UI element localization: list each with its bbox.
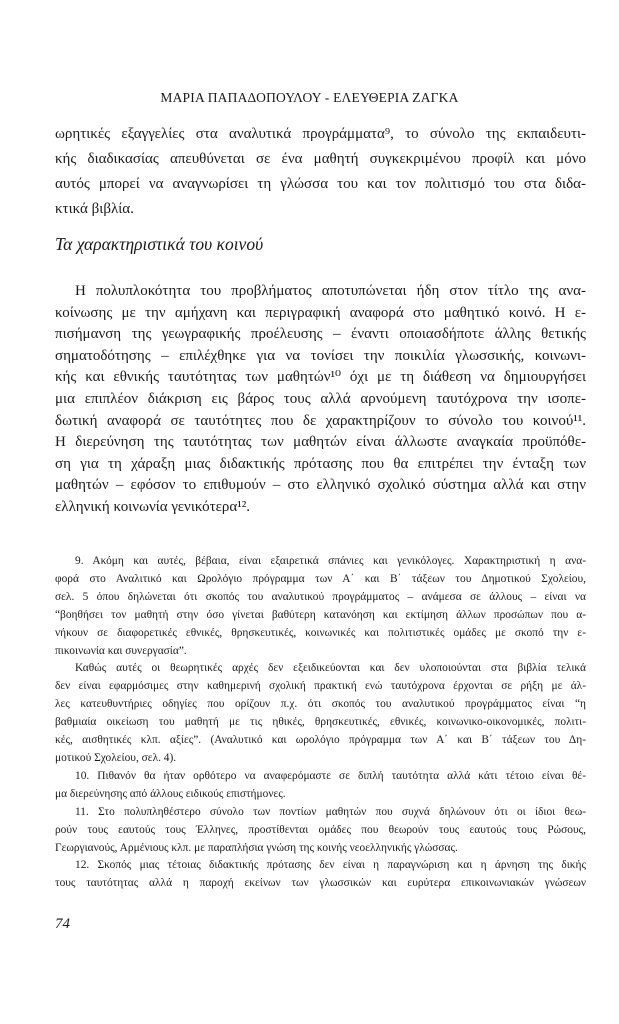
footnote-line: Γεωργιανούς, Αρμένιους κλπ. με παραπλήσια γνώση της κοινής νεοελληνικής γλώσσας. — [55, 841, 458, 854]
text-line: αυτός μπορεί να αναγνωρίσει τη γλώσσα του και τον πολιτισμό του στα διδα- — [55, 176, 586, 192]
paragraph-continuation — [55, 122, 586, 222]
text-line: μια επιπλέον διάκριση εις βάρος τους αλλά αρνούμενη ταυτόχρονα την ισοπε- — [55, 390, 586, 407]
footnotes — [55, 553, 586, 893]
paragraph-audience — [55, 281, 586, 519]
footnote-line: λες κατευθυντήριες οδηγίες που ορίζουν π.χ. ότι σκοπός του αναλυτικού προγράμματος είναι “η — [55, 698, 586, 711]
text-line: ελληνική κοινωνία γενικότερα¹². — [55, 498, 251, 515]
footnote-line: Καθώς αυτές οι θεωρητικές αρχές δεν εξειδικεύονται και δεν υλοποιούνται στα βιβλία τελικά — [75, 662, 586, 675]
text-line: Η πολυπλοκότητα του προβλήματος αποτυπώνεται ήδη στον τίτλο της ανα- — [75, 283, 586, 299]
footnote-line: μα διερεύνησης από άλλους ειδικούς επιστήμονες. — [55, 787, 286, 800]
text-line: σηματοδότησης – επιλέχθηκε για να τονίσει την ποικιλία γλωσσικής, κοινωνι- — [55, 347, 586, 364]
footnote-line: τους ταυτότητας αλλά η παροχή εκείνων των γλωσσικών και ευρύτερα επικοινωνιακών γνώσεων — [55, 877, 586, 890]
text-line: δωτική αναφορά σε ταυτότητες που δε χαρακτηρίζουν το σύνολο του κοινού¹¹. — [55, 412, 586, 429]
text-line: Η διερεύνηση της ταυτότητας των μαθητών είναι άλλωστε αναγκαία προϋπόθε- — [55, 434, 586, 451]
footnote-line: ρούν τους εαυτούς τους Έλληνες, προστίθενται ομάδες που θεωρούν τους εαυτούς τους Ρώσους, — [55, 823, 586, 836]
text-line: κής και εθνικής ταυτότητας των μαθητών¹⁰ όχι με τη διάθεση να δημιουργήσει — [55, 369, 586, 386]
section-heading: Τα χαρακτηριστικά του κοινού — [55, 234, 264, 254]
footnote-line: νήκουν σε διαφορετικές εθνικές, θρησκευτικές, κοινωνικές και πολιτιστικές ομάδες με σκοπό την ε- — [55, 626, 586, 639]
footnote-12: 12. Σκοπός μιας τέτοιας διδακτικής πρότασης δεν είναι η παραγνώριση και η άρνηση της δικής — [75, 859, 586, 872]
text-line: κής διαδικασίας απευθύνεται σε ένα μαθητή συγκεκριμένου προφίλ και μόνο — [55, 151, 586, 167]
footnote-11: 11. Στο πολυπληθέστερο σύνολο των ποντίων μαθητών που συχνά δηλώνουν ότι οι ίδιοι θεω- — [75, 805, 586, 818]
footnote-line: “βοηθήσει τον μαθητή στην όσο γίνεται βαθύτερη κατανόηση και εκτίμηση άλλων προσώπων που α- — [55, 608, 586, 621]
footnote-line: κές, αισθητικές κλπ. αξίες”. (Αναλυτικό και ωρολόγιο πρόγραμμα των Α΄ και Β΄ τάξεων του Δη- — [55, 734, 586, 747]
footnote-line: μοτικού Σχολείου, σελ. 4). — [55, 751, 177, 764]
text-line: κοίνωσης με την αμήχανη και περιγραφική αναφορά στο μαθητικό κοινό. Η ε- — [55, 304, 586, 321]
footnote-line: σελ. 5 όπου δηλώνεται ότι σκοπός του αναλυτικού προγράμματος – ανάμεσα σε άλλους – είναι να — [55, 590, 586, 603]
text-line: ση για τη χάραξη μιας διδακτικής πρότασης που θα επιτρέπει την ένταξη των — [55, 455, 586, 472]
text-line: πισήμανση της γεωγραφικής προέλευσης – έναντι οποιασδήποτε άλλης θετικής — [55, 326, 586, 343]
footnote-line: φορά στο Αναλιτικό και Ωρολόγιο πρόγραμμα των Α΄ και Β΄ τάξεων του Δημοτικού Σχολείου, — [55, 572, 586, 585]
running-header: ΜΑΡΙΑ ΠΑΠΑΔΟΠΟΥΛΟΥ - ΕΛΕΥΘΕΡΙΑ ΖΑΓΚΑ — [160, 90, 459, 105]
text-line: μαθητών – εφόσον το επιθυμούν – στο ελληνικό σχολικό σύστημα αλλά και στην — [55, 477, 586, 494]
footnote-10: 10. Πιθανόν θα ήταν ορθότερο να αναφερόμαστε σε διπλή ταυτότητα αλλά κάτι τέτοιο είναι θέ- — [75, 769, 586, 782]
footnote-line: βαθμιαία οικείωση του μαθητή με τις ηθικές, θρησκευτικές, εθνικές, κοινωνικο-οικονομικές, πολιτι- — [55, 716, 586, 729]
page-number: 74 — [55, 916, 70, 932]
text-line: ωρητικές εξαγγελίες στα αναλυτικά προγράμματα⁹, το σύνολο της εκπαιδευτι- — [55, 126, 586, 142]
footnote-line: πικοινωνία και συνεργασία”. — [55, 644, 187, 657]
footnote-9: 9. Ακόμη και αυτές, βέβαια, είναι εξαιρετικά σπάνιες και γενικόλογες. Χαρακτηριστική η ανα- — [75, 555, 586, 567]
footnote-line: δεν είναι εφαρμόσιμες στην καθημερινή σχολική πρακτική ενώ ταυτόχρονα έρχονται σε ρήξη με άλ- — [55, 680, 586, 693]
text-line: κτικά βιβλία. — [55, 201, 134, 217]
